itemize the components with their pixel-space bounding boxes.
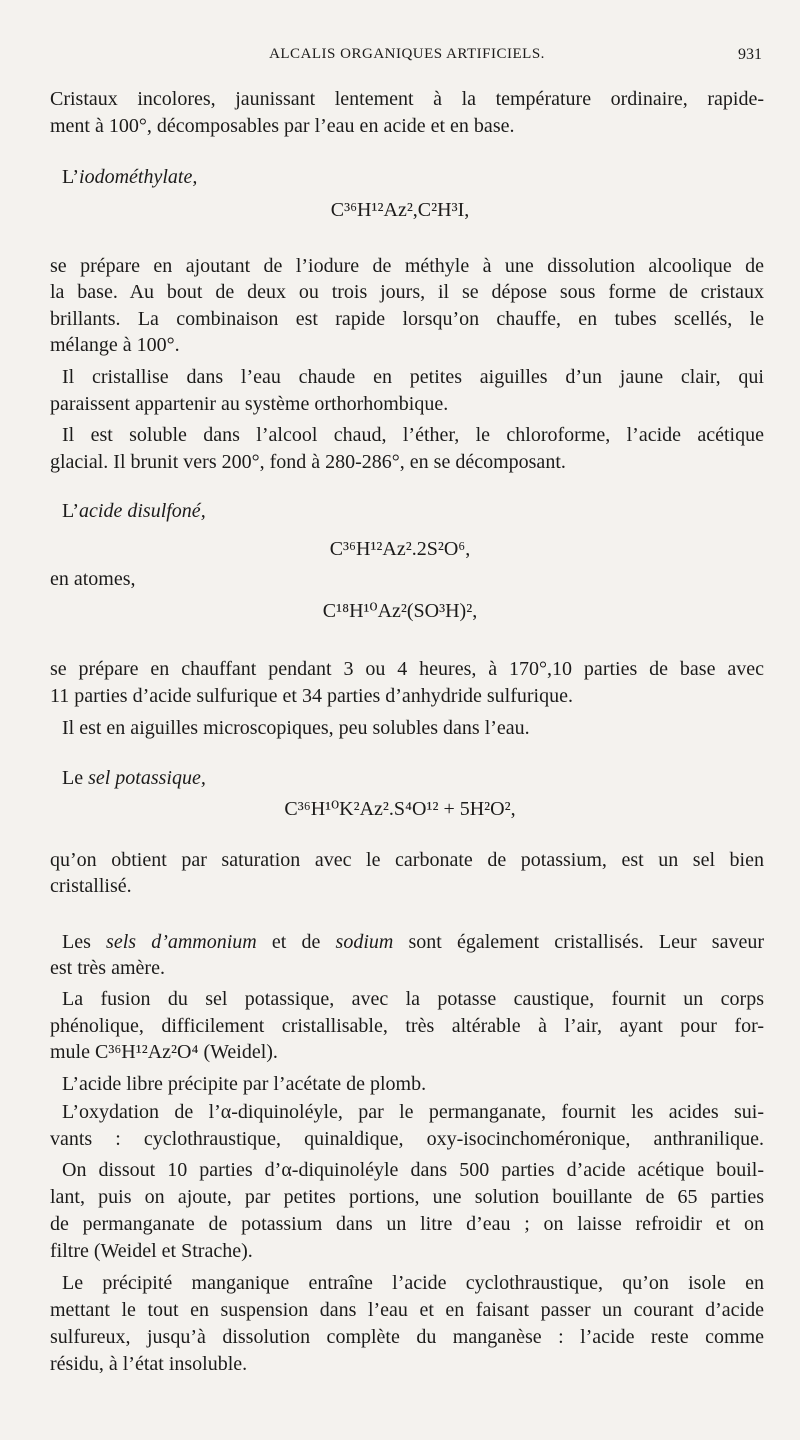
text-run: sont également cristallisés. Leur saveur	[393, 931, 764, 953]
formula-line: C³⁶H¹²Az².2S²O⁶,	[329, 538, 471, 560]
subheading-sel-potassique	[62, 765, 764, 791]
formula-line: C³⁶H¹⁰K²Az².S⁴O¹² + 5H²O²,	[284, 798, 516, 820]
text-line: L’oxydation de l’α-diquinoléyle, par le permanganate, fournit les acides sui-	[62, 1101, 764, 1123]
text-line: en atomes,	[50, 568, 136, 590]
subheading-prefix: L’	[62, 500, 80, 522]
text-line: phénolique, difficilement cristallisable, très altérable à l’air, ayant pour for-	[50, 1015, 764, 1037]
text-line: cristallisé.	[50, 875, 132, 897]
text-line: brillants. La combinaison est rapide lorsqu’on chauffe, en tubes scellés, le	[50, 308, 764, 330]
text-line: lant, puis on ajoute, par petites portions, une solution bouillante de 65 parties	[50, 1186, 764, 1208]
text-line: Il est soluble dans l’alcool chaud, l’éther, le chloroforme, l’acide acétique	[62, 424, 764, 446]
text-line: paraissent appartenir au système orthorhombique.	[50, 393, 449, 415]
text-line: Il est en aiguilles microscopiques, peu solubles dans l’eau.	[62, 717, 530, 739]
text-line: mettant le tout en suspension dans l’eau et en faisant passer un courant d’acide	[50, 1299, 764, 1321]
text-run: et de	[256, 931, 336, 953]
text-line: se prépare en ajoutant de l’iodure de méthyle à une dissolution alcoolique de	[50, 255, 764, 277]
italic-run: sels d’ammonium	[106, 931, 257, 953]
text-line: ment à 100°, décomposables par l’eau en acide et en base.	[50, 115, 515, 137]
text-line: glacial. Il brunit vers 200°, fond à 280-286°, en se décomposant.	[50, 451, 566, 473]
text-line: de permanganate de potassium dans un litre d’eau ; on laisse refroidir et on	[50, 1213, 764, 1235]
text-line: qu’on obtient par saturation avec le carbonate de potassium, est un sel bien	[50, 849, 764, 871]
text-line: se prépare en chauffant pendant 3 ou 4 heures, à 170°,10 parties de base avec	[50, 658, 764, 680]
formula-line: C¹⁸H¹⁰Az²(SO³H)²,	[322, 600, 478, 622]
subheading-acide-disulfone	[62, 498, 764, 524]
text-line: la base. Au bout de deux ou trois jours, il se dépose sous forme de cristaux	[50, 281, 764, 303]
text-line: On dissout 10 parties d’α-diquinoléyle dans 500 parties d’acide acétique bouil-	[62, 1159, 764, 1181]
text-line: Le précipité manganique entraîne l’acide cyclothraustique, qu’on isole en	[62, 1272, 764, 1294]
text-line-ammonium	[62, 929, 764, 955]
subheading-prefix: L’	[62, 166, 80, 188]
subheading-italic: sel potassique,	[88, 767, 206, 789]
text-line: Il cristallise dans l’eau chaude en petites aiguilles d’un jaune clair, qui	[62, 366, 764, 388]
subheading-prefix: Le	[62, 767, 89, 789]
text-line: Cristaux incolores, jaunissant lentement à la température ordinaire, rapide-	[50, 88, 764, 110]
running-title: ALCALIS ORGANIQUES ARTIFICIELS.	[269, 46, 545, 62]
running-header	[52, 46, 762, 70]
page-number: 931	[738, 46, 762, 63]
subheading-iodomethylate	[62, 164, 764, 190]
italic-run: sodium	[335, 931, 394, 953]
text-line: mélange à 100°.	[50, 334, 180, 356]
formula-line: C³⁶H¹²Az²,C²H³I,	[330, 199, 470, 221]
text-line: sulfureux, jusqu’à dissolution complète du manganèse : l’acide reste comme	[50, 1326, 764, 1348]
text-line: L’acide libre précipite par l’acétate de plomb.	[62, 1073, 427, 1095]
text-line: La fusion du sel potassique, avec la potasse caustique, fournit un corps	[62, 988, 764, 1010]
text-run: Les	[62, 931, 107, 953]
text-line: résidu, à l’état insoluble.	[50, 1353, 248, 1375]
text-line: vants : cyclothraustique, quinaldique, oxy-isocinchoméronique, anthranilique.	[50, 1128, 764, 1150]
text-line: est très amère.	[50, 957, 165, 979]
subheading-italic: iodométhylate,	[79, 166, 198, 188]
text-line: mule C³⁶H¹²Az²O⁴ (Weidel).	[50, 1041, 278, 1063]
text-line: 11 parties d’acide sulfurique et 34 parties d’anhydride sulfurique.	[50, 685, 573, 707]
subheading-italic: acide disulfoné,	[79, 500, 206, 522]
text-line: filtre (Weidel et Strache).	[50, 1240, 253, 1262]
